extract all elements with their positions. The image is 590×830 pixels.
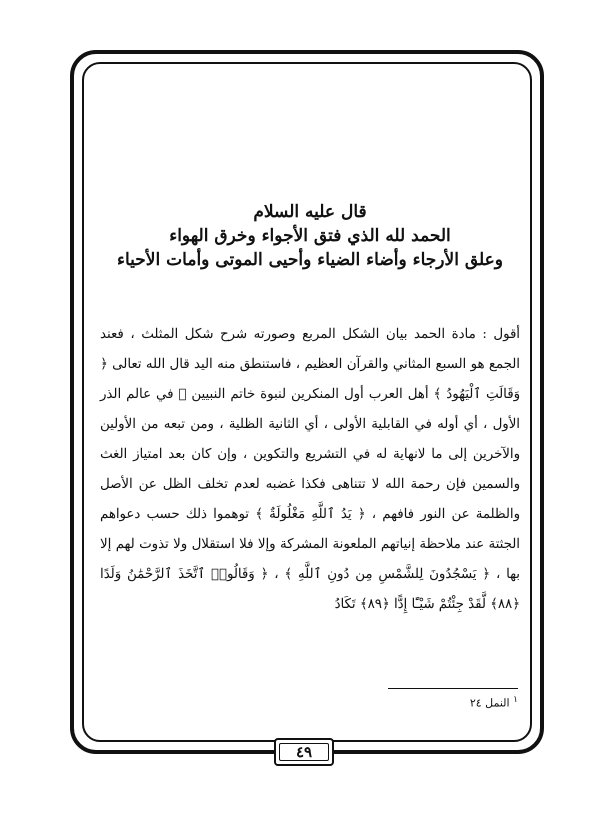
body-paragraph: أقول : مادة الحمد بيان الشكل المربع وصورته شرح شكل المثلث ، فعند الجمع هو السبع المثاني والقرآن العظيم ، فاستنطق منه اليد قال الله تعالى ﴿ وَقَالَتِ ٱلْيَهُودُ ﴾ أهل العرب أول المنكرين لنبوة خاتم النبيين ﷺ في عالم الذر الأول ، أي أوله في القابلية الأولى ، أي الثانية الظلية ، ومن تبعه من الأولين والآخرين إلى ما لانهاية له في التشريع والتكوين ، وإن كان بعد امتياز الغث والسمين فإن رحمة الله لا تتناهى فكذا غضبه لعدم تخلف الظل عن الأصل والظلمة عن النور فافهم ، ﴿ يَدُ ٱللَّهِ مَغْلُولَةٌ ﴾ توهموا ذلك حسب دعواهم الجثتة عند ملاحظة إنياتهم الملعونة المشركة وإلا فلا استقلال ولا تذوت لهم إلا بها ، ﴿ يَسْجُدُونَ لِلشَّمْسِ مِن دُونِ ٱللَّهِ ﴾ ، ﴿ وَقَالُوا۟ ٱتَّخَذَ ٱلرَّحْمَٰنُ وَلَدًا ﴿٨٨﴾ لَّقَدْ جِئْتُمْ شَيْـًٔا إِدًّا ﴿٨٩﴾ تَكَادُ bbox=[100, 327, 520, 612]
page-content bbox=[100, 200, 520, 620]
footnote-divider bbox=[388, 688, 518, 689]
section-heading bbox=[100, 200, 520, 272]
footnote-marker: ١ bbox=[513, 694, 518, 705]
heading-line-2: الحمد لله الذي فتق الأجواء وخرق الهواء bbox=[169, 226, 451, 246]
body-text bbox=[100, 320, 520, 620]
footnote bbox=[470, 694, 518, 710]
heading-line-1: قال عليه السلام bbox=[253, 202, 367, 222]
heading-line-3: وعلق الأرجاء وأضاء الضياء وأحيى الموتى وأمات الأحياء bbox=[117, 250, 503, 270]
footnote-text: النمل ٢٤ bbox=[469, 696, 510, 710]
page-number: ٤٩ bbox=[274, 738, 334, 766]
